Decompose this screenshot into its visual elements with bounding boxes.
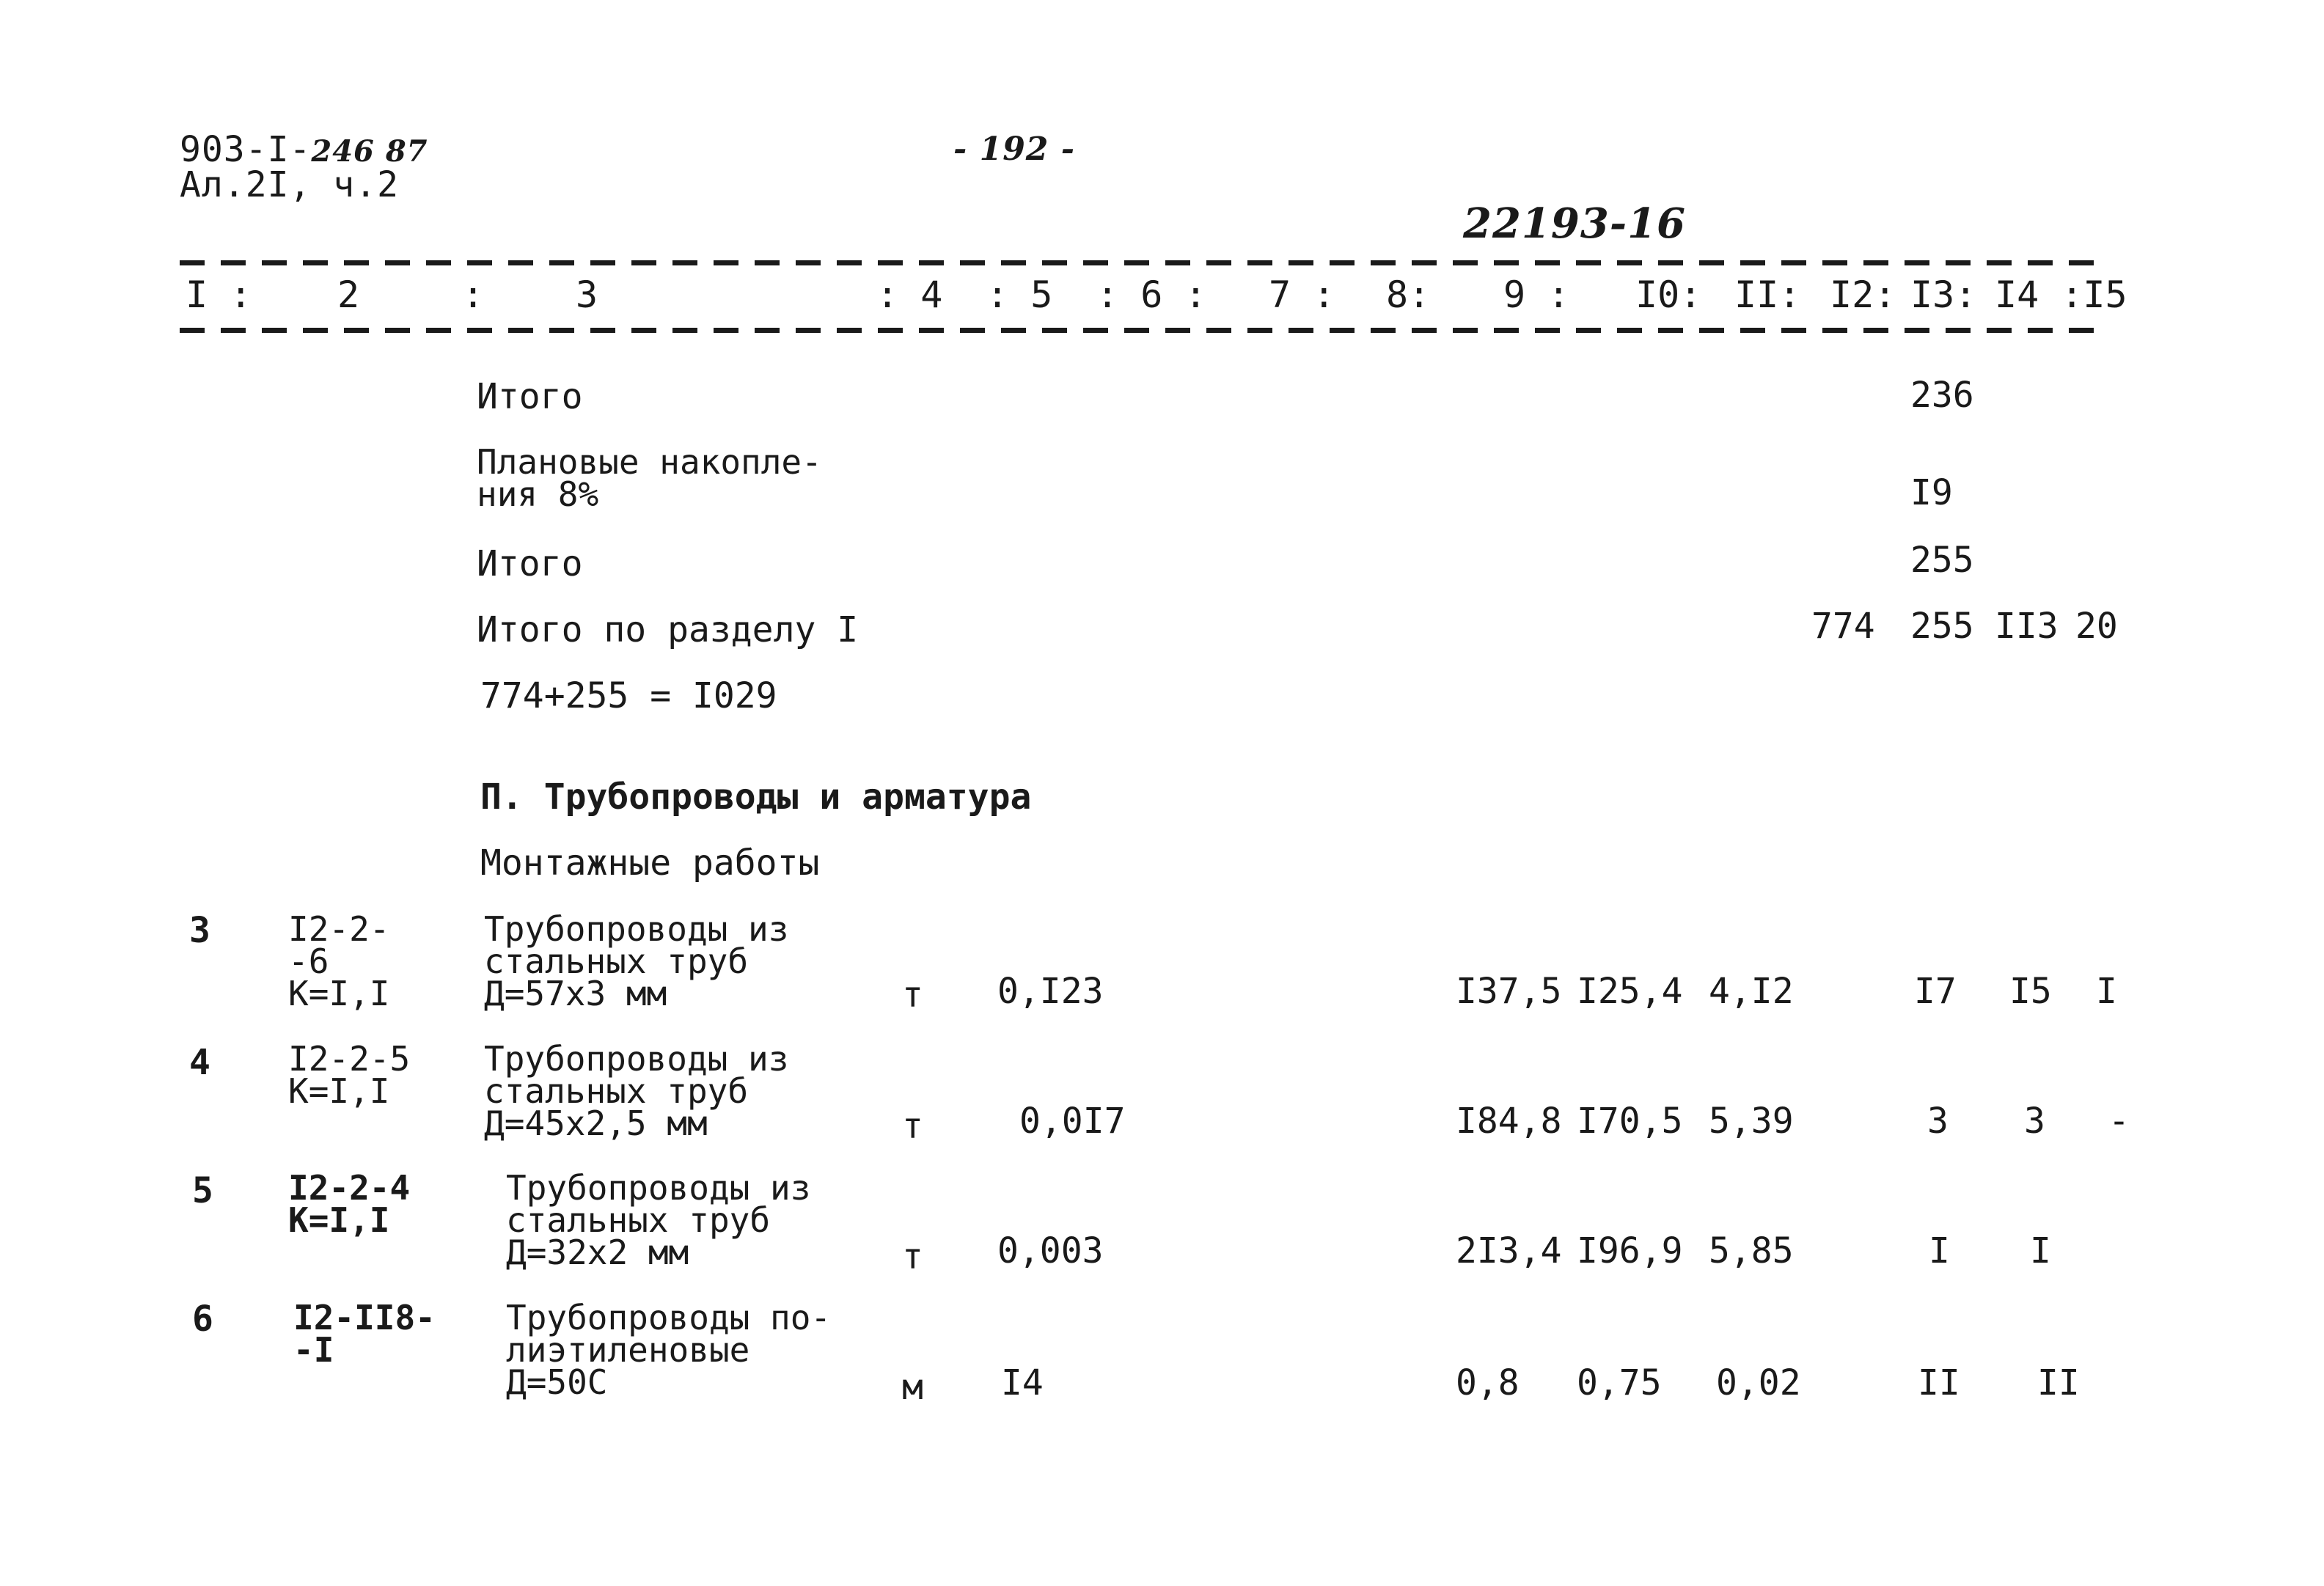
- section-title: П. Трубопроводы и арматура: [480, 777, 1032, 818]
- row-unit: т: [902, 1236, 923, 1277]
- row-number: 6: [192, 1299, 213, 1340]
- col-header: I :: [186, 273, 252, 316]
- col-header: 2: [337, 273, 360, 316]
- document-code-printed: 903-I-: [180, 129, 312, 170]
- col-header: : 4: [876, 273, 943, 316]
- section-total-label: Итого по разделу I: [477, 609, 859, 650]
- header-rule-bottom: [180, 328, 2108, 333]
- row-col11: 4,I2: [1709, 971, 1794, 1012]
- row-col10: I96,9: [1577, 1230, 1683, 1271]
- row-col13: II: [1918, 1362, 1960, 1403]
- row-col11: 5,85: [1709, 1230, 1794, 1271]
- col-header: 3: [576, 273, 598, 316]
- row-col13: I: [1929, 1230, 1950, 1271]
- row-col13: 3: [1927, 1101, 1949, 1142]
- row-description: Трубопроводы из стальных труб Д=57х3 мм: [484, 909, 789, 1013]
- row-number: 5: [192, 1170, 213, 1211]
- plan-savings-label: Плановые накопле- ния 8%: [477, 442, 822, 514]
- row-col10: 0,75: [1577, 1362, 1662, 1403]
- document-code-handwritten: 246 87: [311, 134, 428, 169]
- row-col9: 0,8: [1456, 1362, 1520, 1403]
- row-col11: 5,39: [1709, 1101, 1794, 1142]
- col-header: :: [462, 273, 485, 316]
- plan-savings-value: I9: [1910, 472, 1953, 513]
- row-quantity: 0,003: [997, 1230, 1104, 1271]
- row-col14: I: [2030, 1230, 2051, 1271]
- col-header: I3:: [1910, 273, 1977, 316]
- registration-stamp: 22193-16: [1463, 199, 1686, 248]
- row-quantity: 0,I23: [997, 971, 1104, 1012]
- section-total-col14: II3: [1995, 606, 2059, 647]
- row-quantity: 0,0I7: [1019, 1101, 1126, 1142]
- row-col10: I70,5: [1577, 1101, 1683, 1142]
- total-formula: 774+255 = I029: [480, 675, 777, 716]
- row-code: I2-2-5 К=I,I: [288, 1039, 411, 1111]
- row-col9: 2I3,4: [1456, 1230, 1562, 1271]
- row-col9: I84,8: [1456, 1101, 1562, 1142]
- row-code: I2-2-4 К=I,I: [288, 1168, 411, 1240]
- row-description: Трубопроводы из стальных труб Д=32х2 мм: [506, 1168, 811, 1272]
- row-col13: I7: [1914, 971, 1957, 1012]
- itogo-value: 236: [1910, 375, 1974, 416]
- row-number: 4: [189, 1042, 210, 1083]
- col-header: I2:: [1830, 273, 1896, 316]
- col-header: 9 :: [1503, 273, 1570, 316]
- col-header: I4 :I5: [1995, 273, 2127, 316]
- section-total-col13: 255: [1910, 606, 1974, 647]
- col-header: : 5: [986, 273, 1053, 316]
- column-header: [180, 273, 2127, 317]
- col-header: 7 :: [1269, 273, 1335, 316]
- row-number: 3: [189, 910, 210, 951]
- section-total-col12: 774: [1811, 606, 1875, 647]
- section-subtitle: Монтажные работы: [480, 842, 820, 884]
- col-header: : 6 :: [1096, 273, 1207, 316]
- row-unit: м: [902, 1367, 923, 1408]
- header-rule-top: [180, 260, 2108, 265]
- page-number: - 192 -: [953, 131, 1076, 168]
- row-col9: I37,5: [1456, 971, 1562, 1012]
- section-total-col15: 20: [2075, 606, 2118, 647]
- row-col14: I5: [2009, 971, 2052, 1012]
- col-header: 8:: [1386, 273, 1431, 316]
- row-unit: т: [902, 1106, 923, 1147]
- row-col14: 3: [2024, 1101, 2045, 1142]
- itogo-label: Итого: [477, 543, 583, 584]
- row-code: I2-2- -6 К=I,I: [288, 909, 390, 1013]
- row-col11: 0,02: [1716, 1362, 1801, 1403]
- row-description: Трубопроводы по- лиэтиленовые Д=50С: [506, 1298, 832, 1402]
- row-quantity: I4: [1001, 1362, 1044, 1403]
- row-col14: II: [2037, 1362, 2080, 1403]
- album-label: Ал.2I, ч.2: [180, 164, 399, 205]
- row-description: Трубопроводы из стальных труб Д=45х2,5 мм: [484, 1039, 789, 1143]
- row-col10: I25,4: [1577, 971, 1683, 1012]
- col-header: II:: [1734, 273, 1801, 316]
- row-unit: т: [902, 974, 923, 1016]
- row-code: I2-II8- -I: [293, 1298, 436, 1370]
- col-header: I0:: [1635, 273, 1702, 316]
- itogo-label: Итого: [477, 376, 583, 417]
- row-col15: -: [2108, 1101, 2130, 1142]
- row-col15: I: [2096, 971, 2117, 1012]
- itogo-value: 255: [1910, 540, 1974, 581]
